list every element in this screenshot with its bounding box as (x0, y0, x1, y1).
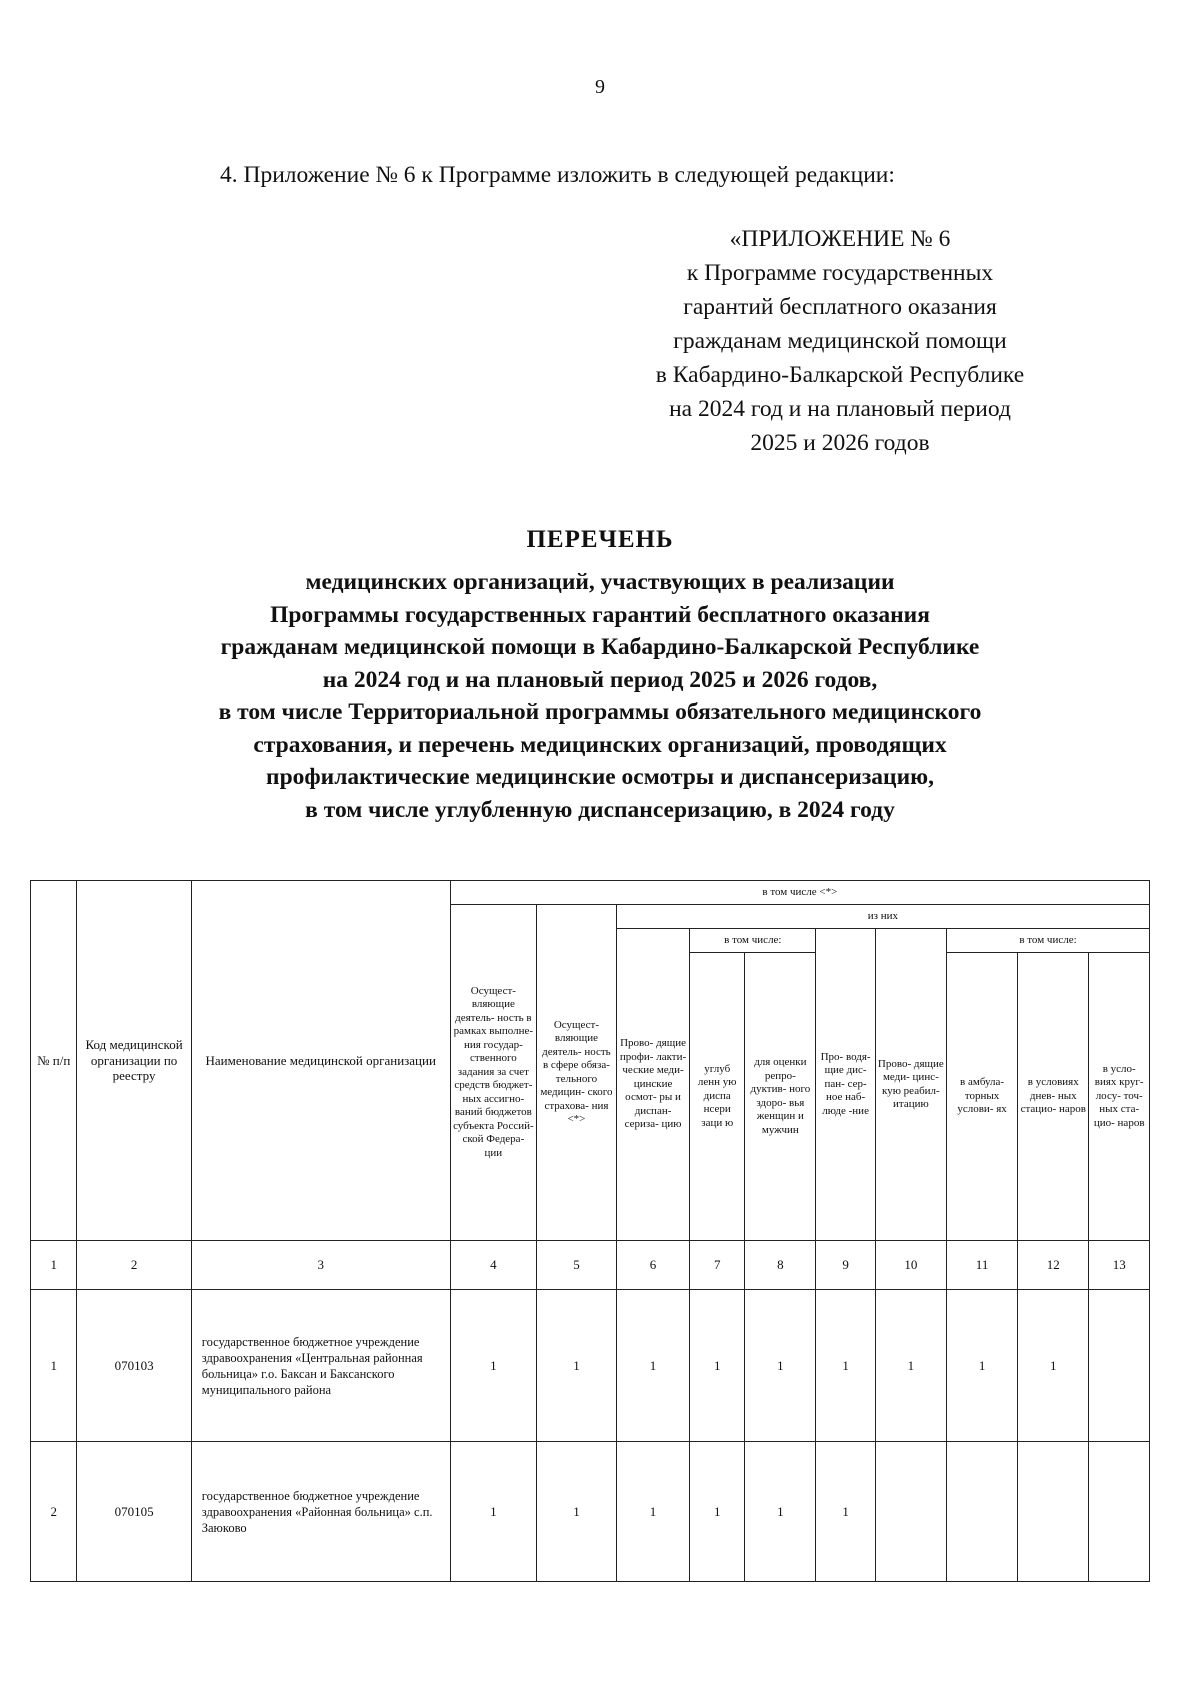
document-subtitle (0, 566, 1200, 826)
row-cell-prof: 1 (616, 1442, 689, 1582)
header-including: в том числе <*> (450, 881, 1149, 905)
row-org-name: государственное бюджетное учреждение здравоохранения «Центральная районная больница» г.о. Баксан и Баксанского муниципального района (191, 1290, 450, 1442)
column-number: 6 (616, 1241, 689, 1290)
row-cell-disp: 1 (816, 1290, 875, 1442)
column-number: 12 (1018, 1241, 1089, 1290)
subtitle-line: в том числе Территориальной программы обязательного медицинского (218, 699, 982, 725)
appendix-line: 2025 и 2026 годов (750, 430, 930, 456)
row-cell-oms: 1 (537, 1442, 617, 1582)
header-including-3: в том числе: (946, 929, 1149, 953)
subtitle-line: профилактические медицинские осмотры и диспансеризацию, (266, 764, 934, 790)
subtitle-line: гражданам медицинской помощи в Кабардино-Балкарской Республике (220, 634, 980, 660)
appendix-line: в Кабардино-Балкарской Республике (655, 362, 1025, 388)
header-amb: в амбула- торных услови- ях (946, 953, 1017, 1241)
header-including-2: в том числе: (690, 929, 816, 953)
header-name: Наименование медицинской организации (191, 881, 450, 1241)
appendix-heading (590, 222, 1090, 460)
appendix-line: «ПРИЛОЖЕНИЕ № 6 (729, 226, 951, 252)
row-cell-amb: 1 (946, 1290, 1017, 1442)
row-cell-prof: 1 (616, 1290, 689, 1442)
row-cell-day (1018, 1442, 1089, 1582)
row-cell-deep: 1 (690, 1442, 745, 1582)
row-cell-repro: 1 (745, 1442, 816, 1582)
header-deep: углуб ленн ую диспа нсери заци ю (690, 953, 745, 1241)
header-of-them: из них (616, 905, 1149, 929)
row-cell-round (1089, 1442, 1150, 1582)
table-row (31, 1290, 1150, 1442)
row-code: 070105 (77, 1442, 191, 1582)
row-code: 070103 (77, 1290, 191, 1442)
header-code: Код медицинской организации по реестру (77, 881, 191, 1241)
appendix-line: гражданам медицинской помощи (673, 328, 1007, 354)
column-number: 5 (537, 1241, 617, 1290)
document-title-block (0, 526, 1200, 826)
row-cell-amb (946, 1442, 1017, 1582)
row-cell-day: 1 (1018, 1290, 1089, 1442)
column-number: 11 (946, 1241, 1017, 1290)
subtitle-line: страхования, и перечень медицинских организаций, проводящих (253, 731, 947, 758)
header-rehab: Прово- дящие меди- цинс- кую реабил- итацию (875, 929, 946, 1241)
column-number: 7 (690, 1241, 745, 1290)
page-number: 9 (595, 76, 605, 98)
row-cell-rehab: 1 (875, 1290, 946, 1442)
intro-paragraph: 4. Приложение № 6 к Программе изложить в следующей редакции: (220, 162, 895, 188)
header-oms: Осущест- вляющие деятель- ность в сфере обяза- тельного медицин- ского страхова- ния <*> (537, 905, 617, 1241)
header-prof: Прово- дящие профи- лакти- ческие меди- цинские осмот- ры и диспан- сериза- цию (616, 929, 689, 1241)
row-num: 1 (31, 1290, 77, 1442)
column-number: 1 (31, 1241, 77, 1290)
row-cell-round (1089, 1290, 1150, 1442)
column-number: 13 (1089, 1241, 1150, 1290)
header-day: в условиях днев- ных стацио- наров (1018, 953, 1089, 1241)
table-row (31, 1442, 1150, 1582)
column-number: 9 (816, 1241, 875, 1290)
header-disp: Про- водя- щие дис- пан- сер- ное наб- люде -ние (816, 929, 875, 1241)
header-round: в усло- виях круг- лосу- точ- ных ста- цио- наров (1089, 953, 1150, 1241)
appendix-line: гарантий бесплатного оказания (683, 294, 997, 320)
header-budget: Осущест- вляющие деятель- ность в рамках выполне- ния государ- ственного задания за счет средств бюджет- ных ассигно- ваний бюджетов субъекта Россий- ской Федера- ции (450, 905, 536, 1241)
subtitle-line: на 2024 год и на плановый период 2025 и 2026 годов, (322, 666, 878, 693)
row-org-name: государственное бюджетное учреждение здравоохранения «Районная больница» с.п. Заюково (191, 1442, 450, 1582)
column-number: 2 (77, 1241, 191, 1290)
subtitle-line: медицинских организаций, участвующих в реализации (305, 569, 895, 595)
document-title: ПЕРЕЧЕНЬ (526, 526, 674, 553)
column-number: 4 (450, 1241, 536, 1290)
column-number: 10 (875, 1241, 946, 1290)
row-num: 2 (31, 1442, 77, 1582)
row-cell-budget: 1 (450, 1290, 536, 1442)
subtitle-line: в том числе углубленную диспансеризацию, в 2024 году (305, 796, 895, 823)
column-number: 3 (191, 1241, 450, 1290)
row-cell-deep: 1 (690, 1290, 745, 1442)
row-cell-oms: 1 (537, 1290, 617, 1442)
header-num: № п/п (31, 881, 77, 1241)
row-cell-disp: 1 (816, 1442, 875, 1582)
column-number: 8 (745, 1241, 816, 1290)
row-cell-repro: 1 (745, 1290, 816, 1442)
appendix-line: на 2024 год и на плановый период (669, 396, 1011, 422)
subtitle-line: Программы государственных гарантий бесплатного оказания (270, 601, 930, 628)
row-cell-rehab (875, 1442, 946, 1582)
header-repro: для оценки репро- дуктив- ного здоро- вья женщин и мужчин (745, 953, 816, 1241)
row-cell-budget: 1 (450, 1442, 536, 1582)
organizations-table (30, 880, 1150, 1582)
appendix-line: к Программе государственных (686, 260, 994, 286)
